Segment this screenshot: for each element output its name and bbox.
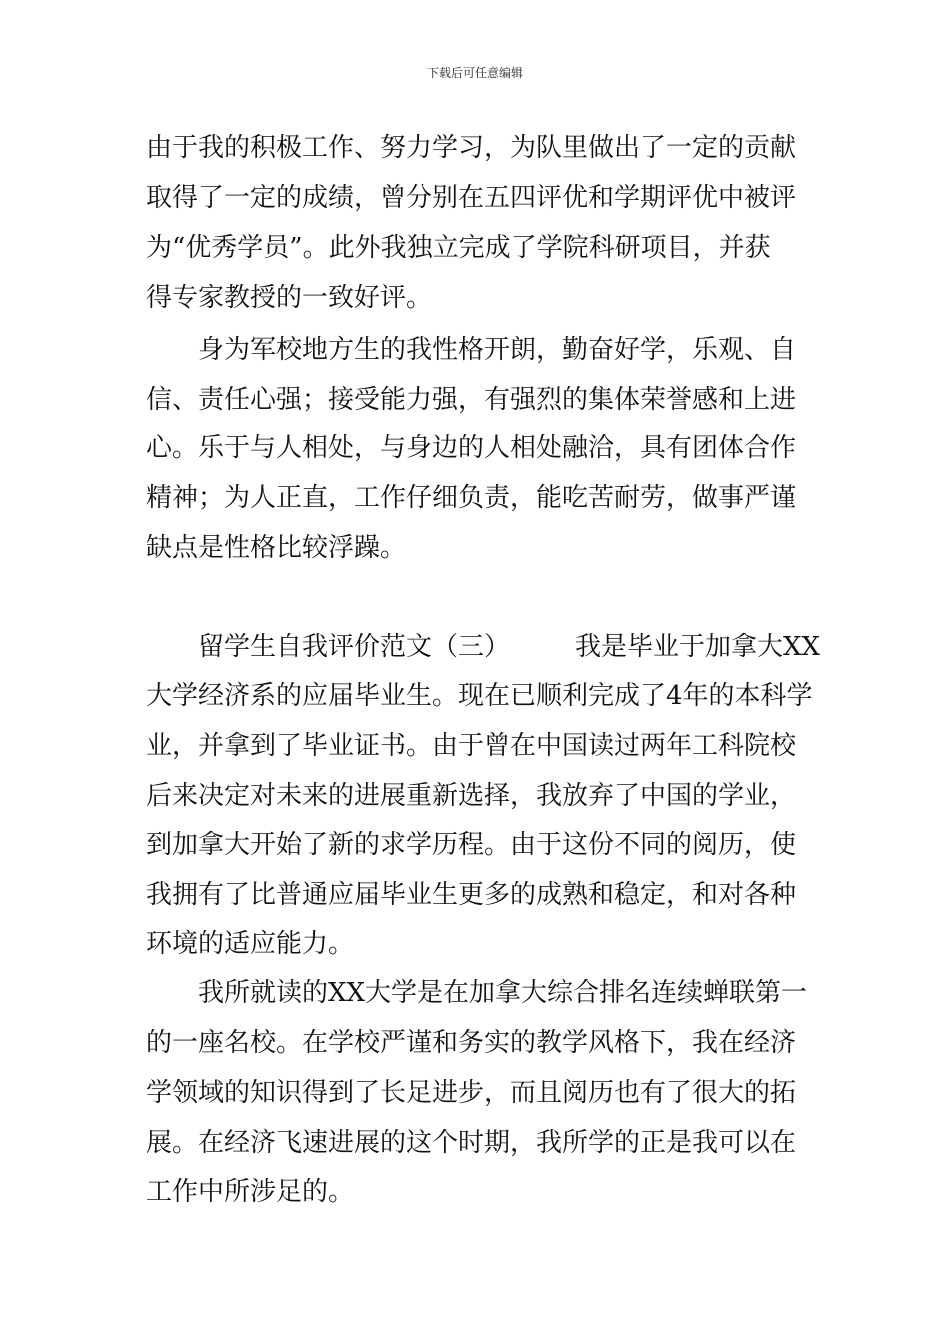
text-line: 后来决定对未来的进展重新选择，我放弃了中国的学业， bbox=[146, 781, 797, 811]
text-line: 为“优秀学员”。此外我独立完成了学院科研项目，并获 bbox=[146, 233, 771, 263]
text-line: 缺点是性格比较浮躁。 bbox=[146, 533, 407, 563]
text-line: 取得了一定的成绩，曾分别在五四评优和学期评优中被评 bbox=[146, 183, 797, 213]
text-line: 心。乐于与人相处，与身边的人相处融洽，具有团体合作 bbox=[146, 433, 797, 463]
text-line: 的一座名校。在学校严谨和务实的教学风格下，我在经济 bbox=[146, 1028, 797, 1058]
text-line: 展。在经济飞速进展的这个时期，我所学的正是我可以在 bbox=[146, 1128, 797, 1158]
text-line: 环境的适应能力。 bbox=[146, 929, 355, 959]
text-line: 由于我的积极工作、努力学习，为队里做出了一定的贡献 bbox=[146, 133, 797, 163]
text-line: 工作中所涉足的。 bbox=[146, 1177, 355, 1207]
text-line: 信、责任心强；接受能力强，有强烈的集体荣誉感和上进 bbox=[146, 385, 797, 415]
section-heading-line: 留学生自我评价范文（三） 我是毕业于加拿大XX bbox=[198, 632, 821, 662]
text-line: 业，并拿到了毕业证书。由于曾在中国读过两年工科院校 bbox=[146, 731, 797, 761]
paragraph-start-line: 身为军校地方生的我性格开朗，勤奋好学，乐观、自 bbox=[198, 335, 797, 365]
text-line: 精神；为人正直，工作仔细负责，能吃苦耐劳，做事严谨 bbox=[146, 483, 797, 513]
page-header: 下载后可任意编辑 bbox=[426, 66, 523, 80]
text-line: 我拥有了比普通应届毕业生更多的成熟和稳定，和对各种 bbox=[146, 880, 797, 910]
paragraph-start-line: 我所就读的XX大学是在加拿大综合排名连续蝉联第一 bbox=[198, 978, 808, 1008]
text-line: 到加拿大开始了新的求学历程。由于这份不同的阅历，使 bbox=[146, 830, 797, 860]
text-line: 大学经济系的应届毕业生。现在已顺利完成了4年的本科学 bbox=[146, 681, 813, 711]
text-line: 得专家教授的一致好评。 bbox=[146, 283, 433, 313]
text-line: 学领域的知识得到了长足进步，而且阅历也有了很大的拓 bbox=[146, 1078, 797, 1108]
